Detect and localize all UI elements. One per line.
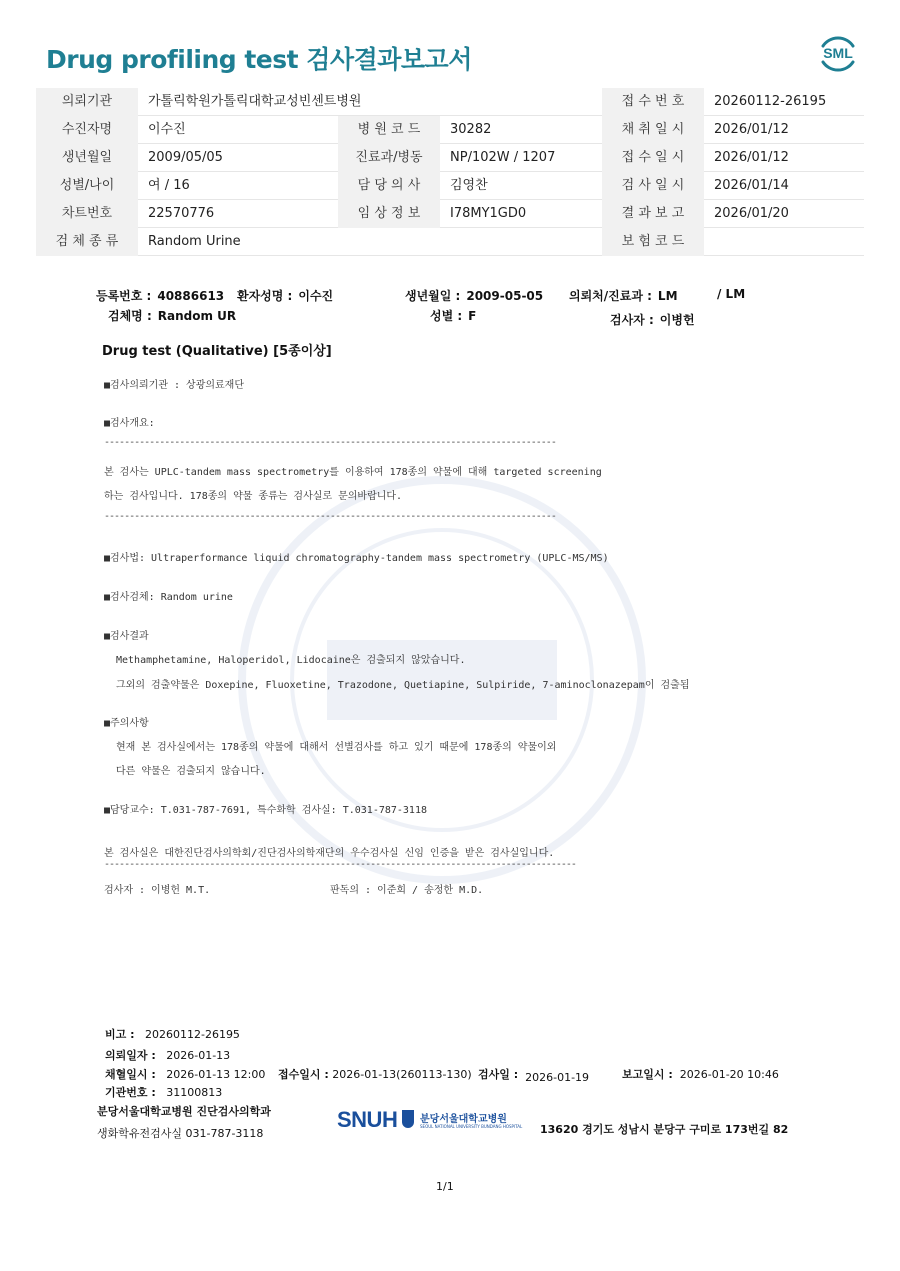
info-row	[36, 88, 864, 116]
result-line-1: Methamphetamine, Haloperidol, Lidocaine은 검출되지 않았습니다.	[116, 655, 466, 666]
info-value: 2026/01/20	[714, 206, 789, 221]
info-row	[36, 116, 864, 144]
department-2: / LM	[717, 287, 746, 301]
info-label: 담 당 의 사	[338, 172, 440, 200]
info-value: 여 / 16	[148, 178, 190, 193]
info-label: 생년월일	[36, 144, 138, 172]
info-value: 22570776	[148, 206, 215, 221]
tester: 검사자 : 이병헌 M.T.	[104, 885, 211, 896]
snuh-subtitle: SEOUL NATIONAL UNIVERSITY BUNDANG HOSPITAL	[420, 1124, 523, 1129]
overview-line-1: 본 검사는 UPLC-tandem mass spectrometry를 이용하여 178종의 약물에 대해 targeted screening	[104, 467, 602, 478]
info-label: 검 체 종 류	[36, 228, 138, 256]
info-value: Random Urine	[148, 234, 241, 249]
info-label: 보 험 코 드	[602, 228, 704, 256]
receipt-datetime: 접수일시 : 2026-01-13(260113-130)	[278, 1068, 472, 1081]
caution-heading: ■주의사항	[104, 718, 149, 729]
info-value: 이수진	[148, 122, 186, 137]
address: 13620 경기도 성남시 분당구 구미로 173번길 82	[540, 1123, 789, 1136]
sex: 성별 : F	[430, 309, 477, 323]
birth-date: 생년월일 : 2009-05-05	[405, 289, 544, 303]
agency: ■검사의뢰기관 : 상광의료재단	[104, 380, 245, 391]
info-label: 차트번호	[36, 200, 138, 228]
lab-contact: 생화학유전검사실 031-787-3118	[97, 1127, 264, 1140]
info-value: 김영찬	[450, 178, 488, 193]
info-value: 2009/05/05	[148, 150, 223, 165]
sml-logo-icon	[815, 30, 861, 76]
info-label: 접 수 번 호	[602, 88, 704, 116]
info-label: 결 과 보 고	[602, 200, 704, 228]
collect-datetime: 채혈일시 : 2026-01-13 12:00	[105, 1068, 266, 1081]
test-method: ■검사법: Ultraperformance liquid chromatography-tandem mass spectrometry (UPLC-MS/MS)	[104, 553, 609, 564]
info-value: NP/102W / 1207	[450, 150, 556, 165]
snuh-logo	[337, 1107, 414, 1133]
info-row	[36, 200, 864, 228]
info-value: 30282	[450, 122, 492, 137]
patient-name: 환자성명 : 이수진	[237, 289, 334, 303]
request-date: 의뢰일자 : 2026-01-13	[105, 1049, 231, 1062]
institution-no: 기관번호 : 31100813	[105, 1086, 223, 1099]
specimen-name: 검체명 : Random UR	[108, 309, 237, 323]
info-value: 2026/01/12	[714, 150, 789, 165]
info-value: 20260112-26195	[714, 94, 827, 109]
info-label: 의뢰기관	[36, 88, 138, 116]
reader: 판독의 : 이준희 / 송정한 M.D.	[330, 885, 484, 896]
test-specimen: ■검사검체: Random urine	[104, 592, 233, 603]
info-label: 임 상 정 보	[338, 200, 440, 228]
examiner: 검사자 : 이병헌	[610, 313, 695, 327]
info-label: 병 원 코 드	[338, 116, 440, 144]
snuh-emblem-icon	[402, 1110, 414, 1128]
info-label: 접 수 일 시	[602, 144, 704, 172]
contact-info: ■담당교수: T.031-787-7691, 특수화학 검사실: T.031-787-3118	[104, 805, 427, 816]
page-number: 1/1	[436, 1180, 454, 1193]
snuh-logo-text: SNUH	[337, 1107, 398, 1132]
divider-line: ------------------------------------------------------------------------------------------	[104, 437, 556, 448]
info-value: I78MY1GD0	[450, 206, 527, 221]
report-title: Drug profiling test 검사결과보고서	[46, 45, 472, 74]
certification: 본 검사실은 대한진단검사의학회/진단검사의학재단의 우수검사실 신임 인증을 받은 검사실입니다.	[104, 848, 555, 859]
info-label: 진료과/병동	[338, 144, 440, 172]
info-row	[36, 144, 864, 172]
overview-line-2: 하는 검사입니다. 178종의 약물 종류는 검사실로 문의바랍니다.	[104, 491, 403, 502]
test-date: 검사일 : 2026-01-19	[478, 1068, 590, 1084]
snuh-name: 분당서울대학교병원	[420, 1114, 507, 1125]
info-row	[36, 228, 864, 256]
info-value: 2026/01/12	[714, 122, 789, 137]
note: 비고 : 20260112-26195	[105, 1028, 240, 1041]
info-label: 성별/나이	[36, 172, 138, 200]
department: 의뢰처/진료과 : LM	[569, 289, 678, 303]
caution-line-1: 현재 본 검사실에서는 178종의 약물에 대해서 선별검사를 하고 있기 때문에 178종의 약물이외	[116, 742, 557, 753]
info-value: 가톨릭학원가톨릭대학교성빈센트병원	[148, 94, 362, 109]
result-heading: ■검사결과	[104, 631, 149, 642]
info-row	[36, 172, 864, 200]
info-value	[704, 228, 864, 256]
report-datetime: 보고일시 : 2026-01-20 10:46	[622, 1068, 779, 1081]
info-label: 채 취 일 시	[602, 116, 704, 144]
result-line-2: 그외의 검출약물은 Doxepine, Fluoxetine, Trazodone, Quetiapine, Sulpiride, 7-aminoclonazepam이 검출됨	[116, 680, 690, 691]
overview-heading: ■검사개요:	[104, 418, 155, 429]
logo-text: SML	[823, 45, 853, 61]
divider-line: ----------------------------------------------------------------------------------------------	[104, 859, 576, 870]
divider-line: ------------------------------------------------------------------------------------------	[104, 511, 556, 522]
reg-no: 등록번호 : 40886613	[96, 289, 225, 303]
lab-department: 분당서울대학교병원 진단검사의학과	[97, 1105, 271, 1118]
info-label: 수진자명	[36, 116, 138, 144]
caution-line-2: 다른 약물은 검출되지 않습니다.	[116, 766, 266, 777]
info-value: 2026/01/14	[714, 178, 789, 193]
test-title: Drug test (Qualitative) [5종이상]	[102, 344, 332, 359]
info-label: 검 사 일 시	[602, 172, 704, 200]
